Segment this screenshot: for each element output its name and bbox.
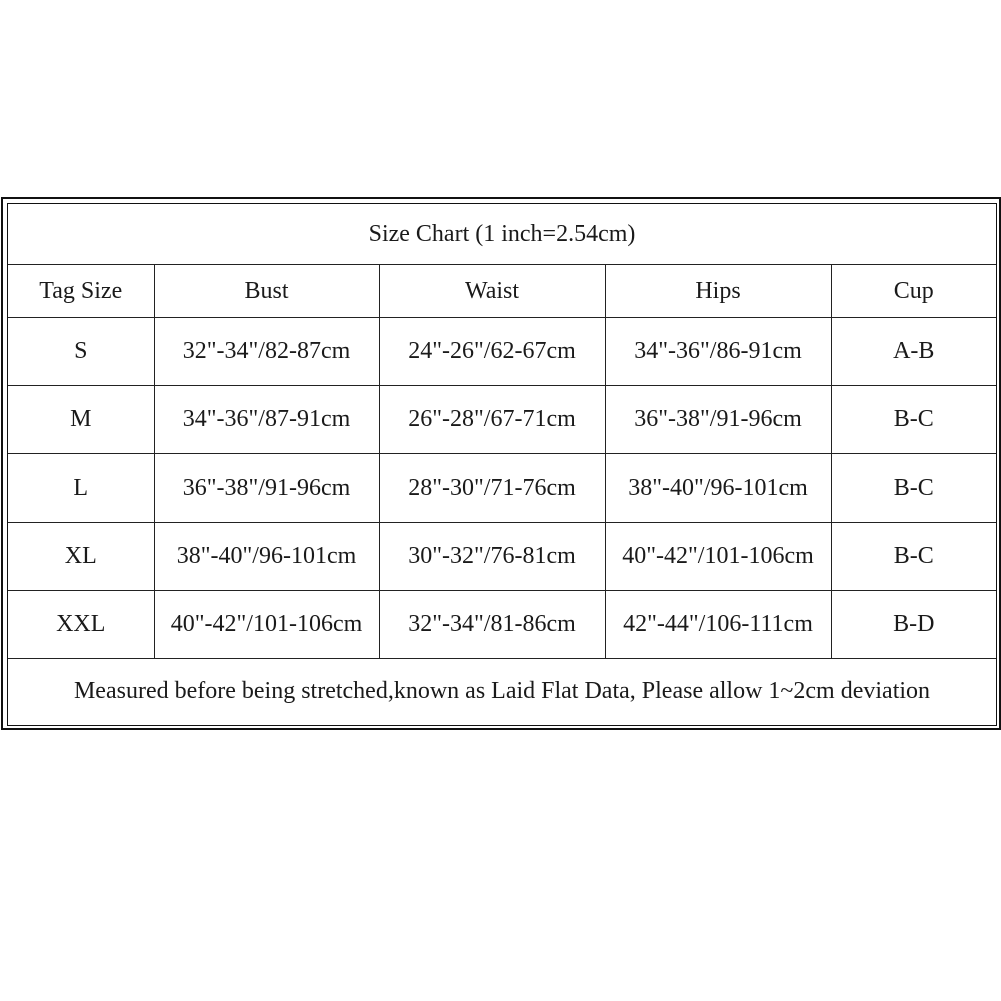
cell-cup: B-C <box>831 454 996 522</box>
cell-cup: B-D <box>831 590 996 658</box>
table-row <box>8 318 996 386</box>
cell-bust: 40"-42"/101-106cm <box>154 590 379 658</box>
cell-size: M <box>8 386 154 454</box>
chart-title: Size Chart (1 inch=2.54cm) <box>8 204 996 265</box>
cell-hips: 34"-36"/86-91cm <box>605 318 831 386</box>
footer-row <box>8 658 996 725</box>
cell-waist: 32"-34"/81-86cm <box>379 590 605 658</box>
cell-hips: 36"-38"/91-96cm <box>605 386 831 454</box>
cell-cup: A-B <box>831 318 996 386</box>
size-table <box>8 204 996 725</box>
table-row <box>8 386 996 454</box>
cell-size: XXL <box>8 590 154 658</box>
cell-hips: 40"-42"/101-106cm <box>605 522 831 590</box>
cell-waist: 24"-26"/62-67cm <box>379 318 605 386</box>
cell-waist: 30"-32"/76-81cm <box>379 522 605 590</box>
cell-hips: 38"-40"/96-101cm <box>605 454 831 522</box>
footer-note: Measured before being stretched,known as Laid Flat Data, Please allow 1~2cm deviation <box>8 658 996 725</box>
cell-cup: B-C <box>831 522 996 590</box>
table-row <box>8 454 996 522</box>
size-chart-inner-border <box>7 203 997 726</box>
header-hips: Hips <box>605 265 831 318</box>
header-cup: Cup <box>831 265 996 318</box>
cell-cup: B-C <box>831 386 996 454</box>
table-row <box>8 590 996 658</box>
cell-waist: 26"-28"/67-71cm <box>379 386 605 454</box>
title-row <box>8 204 996 265</box>
cell-waist: 28"-30"/71-76cm <box>379 454 605 522</box>
cell-bust: 34"-36"/87-91cm <box>154 386 379 454</box>
cell-size: S <box>8 318 154 386</box>
cell-bust: 32"-34"/82-87cm <box>154 318 379 386</box>
cell-size: L <box>8 454 154 522</box>
cell-bust: 36"-38"/91-96cm <box>154 454 379 522</box>
cell-bust: 38"-40"/96-101cm <box>154 522 379 590</box>
cell-hips: 42"-44"/106-111cm <box>605 590 831 658</box>
header-row <box>8 265 996 318</box>
header-waist: Waist <box>379 265 605 318</box>
header-bust: Bust <box>154 265 379 318</box>
header-tag-size: Tag Size <box>8 265 154 318</box>
table-row <box>8 522 996 590</box>
cell-size: XL <box>8 522 154 590</box>
size-chart <box>1 197 1001 730</box>
